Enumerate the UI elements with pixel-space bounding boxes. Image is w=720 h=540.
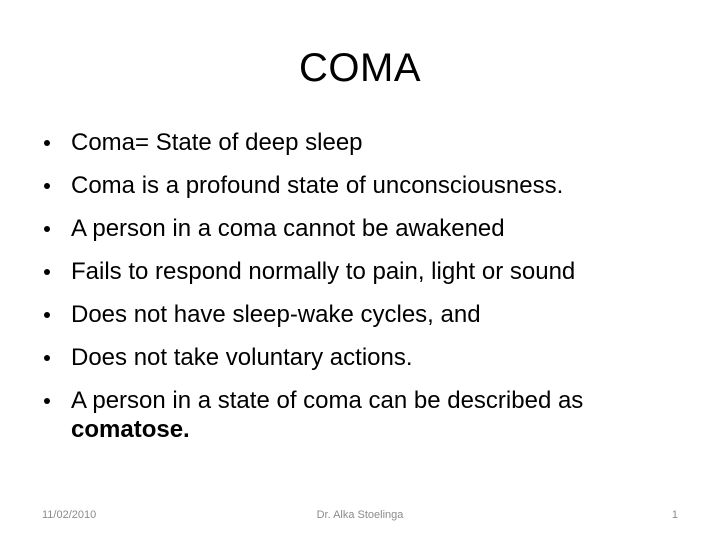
bullet-item <box>40 386 690 444</box>
bullet-item <box>40 128 690 157</box>
bullet-item <box>40 300 690 329</box>
bullet-dot-icon <box>44 183 50 189</box>
bullet-text: A person in a coma cannot be awakened <box>71 215 505 242</box>
bullet-text: Fails to respond normally to pain, light or sound <box>71 258 576 285</box>
bullet-text: Does not have sleep-wake cycles, and <box>71 301 481 328</box>
bullet-dot-icon <box>44 355 50 361</box>
bullet-dot-icon <box>44 269 50 275</box>
bullet-item <box>40 171 690 200</box>
footer-page-number: 1 <box>671 509 678 521</box>
bullet-text: A person in a state of coma can be described as <box>71 387 584 414</box>
bullet-dot-icon <box>44 312 50 318</box>
bullet-text: Coma= State of deep sleep <box>71 129 363 156</box>
bullet-bold-term: comatose. <box>71 416 190 443</box>
footer-date: 11/02/2010 <box>42 509 97 521</box>
bullet-dot-icon <box>44 398 50 404</box>
bullet-dot-icon <box>44 140 50 146</box>
bullet-text: Does not take voluntary actions. <box>71 344 413 371</box>
bullet-item <box>40 257 690 286</box>
footer-author: Dr. Alka Stoelinga <box>316 509 404 521</box>
bullet-dot-icon <box>44 226 50 232</box>
bullet-list <box>40 128 690 458</box>
bullet-item <box>40 214 690 243</box>
bullet-item <box>40 343 690 372</box>
bullet-text: Coma is a profound state of unconsciousness. <box>71 172 564 199</box>
slide-title: COMA <box>299 46 421 90</box>
